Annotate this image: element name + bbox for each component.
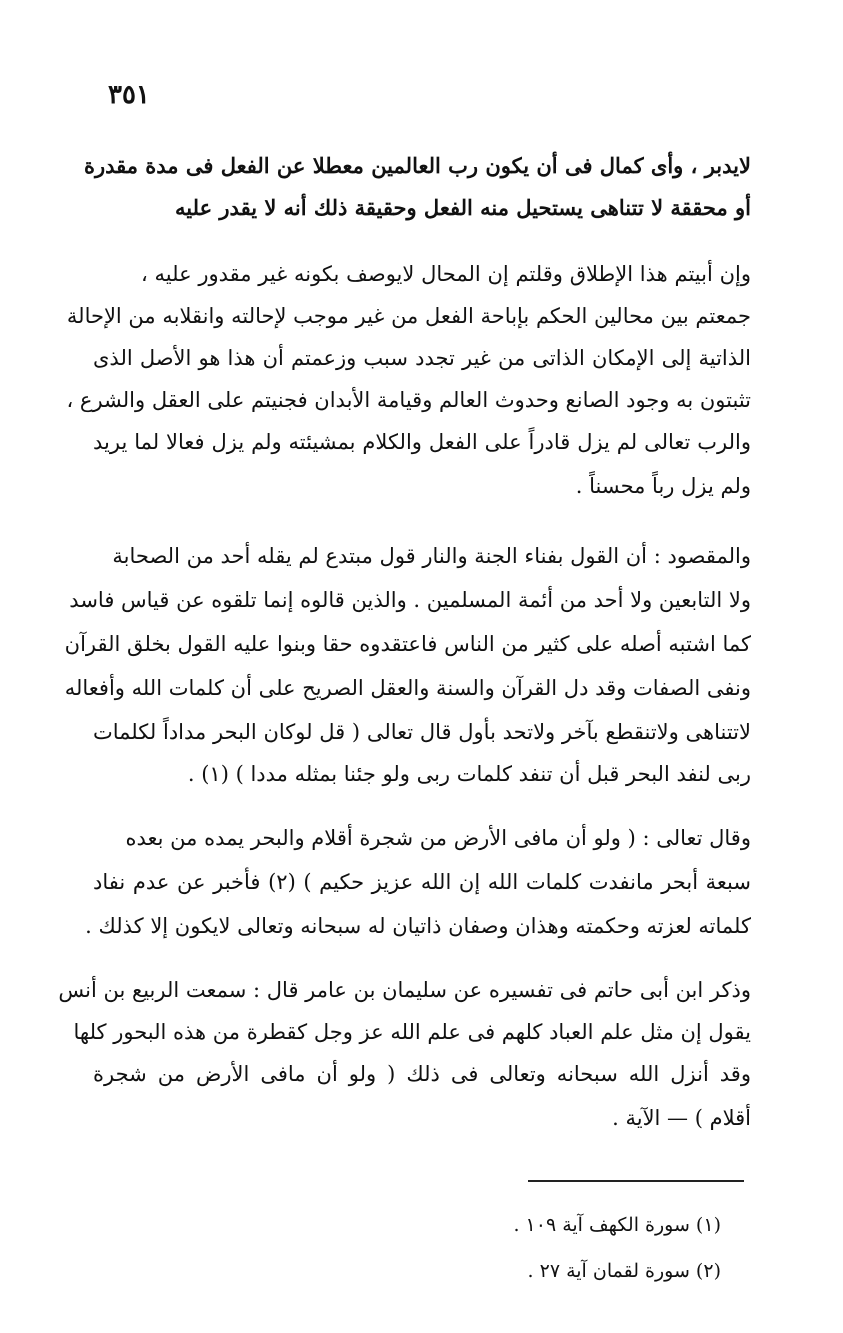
paragraph-2-line-6: ولم يزل رباً محسناً . xyxy=(575,474,751,498)
paragraph-2-line-3: الذاتية إلى الإمكان الذاتى من غير تجدد سبب وزعمتم أن هذا هو الأصل الذى xyxy=(93,346,751,370)
paragraph-3-line-1: والمقصود : أن القول بفناء الجنة والنار قول مبتدع لم يقله أحد من الصحابة xyxy=(112,544,751,568)
paragraph-5-line-3: وقد أنزل الله سبحانه وتعالى فى ذلك ( ولو أن مافى الأرض من شجرة xyxy=(93,1062,751,1086)
paragraph-3-line-3: كما اشتبه أصله على كثير من الناس فاعتقدوه حقا وبنوا عليه القول بخلق القرآن xyxy=(64,632,751,656)
paragraph-4-line-3: كلماته لعزته وحكمته وهذان وصفان ذاتيان له سبحانه وتعالى لايكون إلا كذلك . xyxy=(85,914,751,938)
paragraph-2-line-4: تثبتون به وجود الصانع وحدوث العالم وقيامة الأبدان فجنيتم على العقل والشرع ، xyxy=(66,388,751,412)
paragraph-1-line-1: لايدبر ، وأى كمال فى أن يكون رب العالمين معطلا عن الفعل فى مدة مقدرة xyxy=(83,153,751,178)
paragraph-3-line-4: ونفى الصفات وقد دل القرآن والسنة والعقل الصريح على أن كلمات الله وأفعاله xyxy=(64,676,751,700)
page-number: ٣٥١ xyxy=(108,80,150,110)
paragraph-3-line-5: لاتتناهى ولاتنقطع بآخر ولاتحد بأول قال تعالى ( قل لوكان البحر مداداً لكلمات xyxy=(93,720,751,744)
paragraph-4-line-2: سبعة أبحر مانفدت كلمات الله إن الله عزيز حكيم ) (٢) فأخبر عن عدم نفاد xyxy=(93,870,751,894)
paragraph-5-line-1: وذكر ابن أبى حاتم فى تفسيره عن سليمان بن عامر قال : سمعت الربيع بن أنس xyxy=(58,978,751,1002)
paragraph-3-line-2: ولا التابعين ولا أحد من أئمة المسلمين . والذين قالوه إنما تلقوه عن قياس فاسد xyxy=(69,588,751,612)
paragraph-1-line-2: أو محققة لا تتناهى يستحيل منه الفعل وحقيقة ذلك أنه لا يقدر عليه xyxy=(175,195,751,220)
paragraph-2-line-2: جمعتم بين محالين الحكم بإباحة الفعل من غير موجب لإحالته وانقلابه من الإحالة xyxy=(66,304,751,328)
paragraph-2-line-5: والرب تعالى لم يزل قادراً على الفعل والكلام بمشيئته ولم يزل فعالا لما يريد xyxy=(93,430,751,454)
paragraph-4-line-1: وقال تعالى : ( ولو أن مافى الأرض من شجرة أقلام والبحر يمده من بعده xyxy=(125,826,751,850)
footnote-separator xyxy=(528,1180,744,1182)
footnote-2: (٢) سورة لقمان آية ٢٧ . xyxy=(527,1260,721,1282)
paragraph-2-line-1: وإن أبيتم هذا الإطلاق وقلتم إن المحال لايوصف بكونه غير مقدور عليه ، xyxy=(141,262,751,286)
footnote-1: (١) سورة الكهف آية ١٠٩ . xyxy=(513,1214,721,1236)
paragraph-5-line-2: يقول إن مثل علم العباد كلهم فى علم الله عز وجل كقطرة من هذه البحور كلها xyxy=(73,1020,751,1044)
paragraph-5-line-4: أقلام ) — الآية . xyxy=(612,1106,751,1130)
paragraph-3-line-6: ربى لنفد البحر قبل أن تنفد كلمات ربى ولو جئنا بمثله مددا ) (١) . xyxy=(187,762,751,786)
